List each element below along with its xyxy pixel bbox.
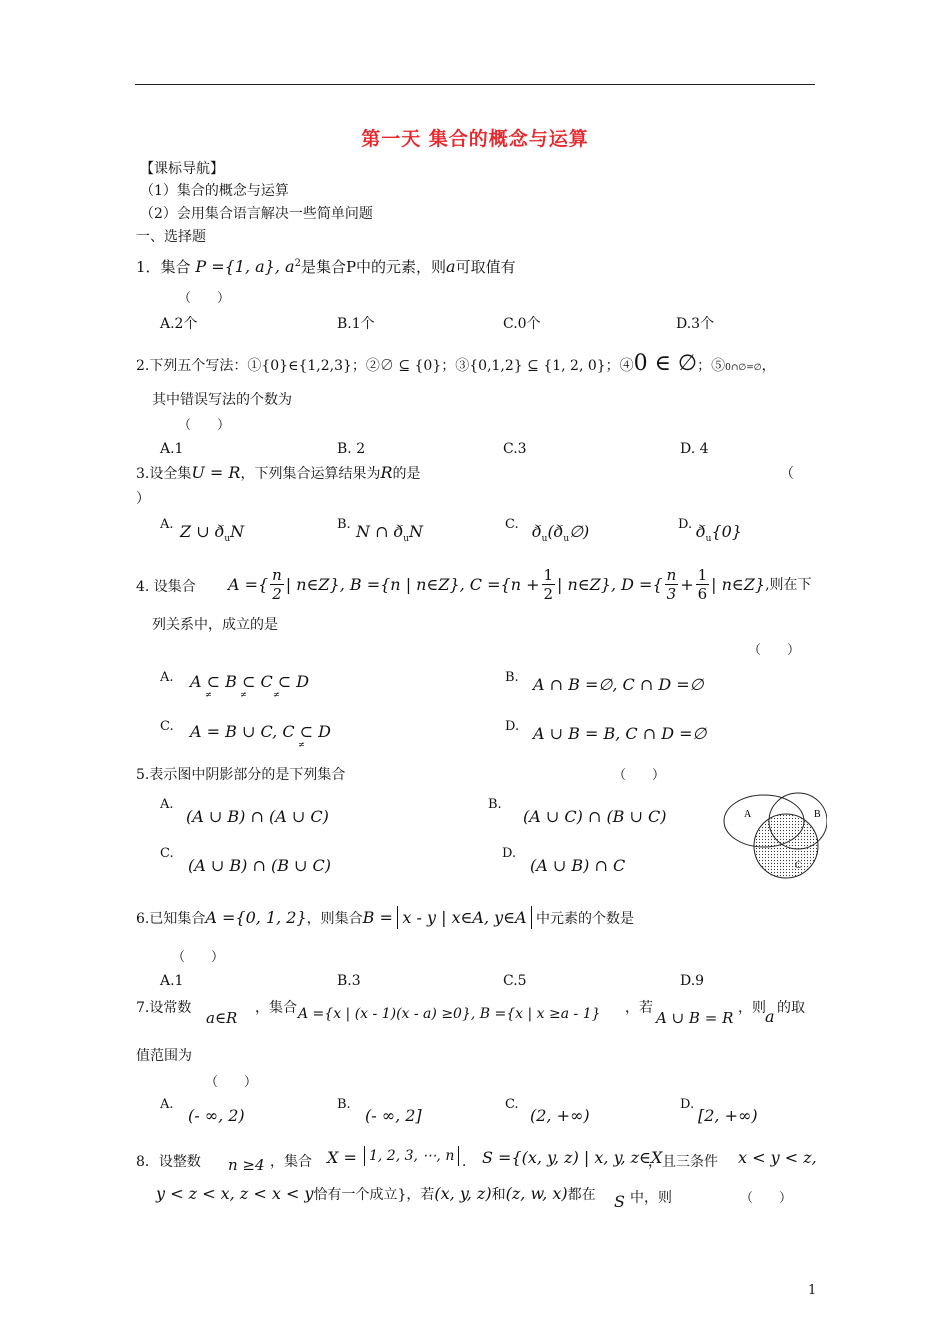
q4-option-c-label: C. — [160, 719, 174, 734]
q4-d-rhs: | n∈Z} — [711, 574, 766, 594]
q7-option-a-label: A. — [160, 1097, 174, 1112]
q2-line2: 其中错误写法的个数为 — [152, 392, 292, 408]
q3-option-b-label: B. — [337, 517, 351, 532]
q2-option-a: A.1 — [160, 441, 184, 457]
q8-line2-mid: 恰有一个成立}，若 — [313, 1187, 435, 1203]
q5-option-b: (A ∪ C) ∩ (B ∪ C) — [523, 807, 667, 826]
q5-option-d: (A ∪ B) ∩ C — [530, 856, 626, 875]
q3-option-a — [180, 522, 244, 544]
q5-option-c: (A ∪ B) ∩ (B ∪ C) — [188, 856, 332, 875]
q3-option-c-tail2: ∅) — [569, 522, 590, 541]
q7-var: a — [765, 1007, 775, 1026]
q3-option-b-sub: u — [403, 534, 410, 545]
q8-expr-x: X = — [327, 1148, 357, 1167]
q3-post: ，下列集合运算结果为 — [240, 466, 381, 482]
q4-option-b: A ∩ B =∅, C ∩ D =∅ — [533, 675, 704, 694]
q2-sep1: ；② — [351, 358, 380, 374]
q2-end: ， — [761, 358, 776, 374]
q4-paren: （ ） — [748, 643, 801, 658]
q8-var-s: S — [614, 1192, 625, 1211]
q3-option-c-expr: ð — [532, 522, 542, 541]
q2-expr1: {0}∈{1,2,3} — [261, 358, 352, 374]
q4-frac1-den: 2 — [272, 584, 282, 603]
q3-option-c — [532, 522, 589, 544]
q1-pre: 集合 — [160, 258, 191, 276]
page-title: 第一天 集合的概念与运算 — [361, 128, 589, 150]
q4-a-lhs: A ={ — [228, 574, 269, 594]
q3-option-a-tail: N — [230, 522, 245, 541]
q5-option-a: (A ∪ B) ∩ (A ∪ C) — [186, 807, 329, 826]
question-6 — [136, 908, 634, 928]
q8-pre: 8．设整数 — [136, 1154, 201, 1170]
q3-option-c-tail: (ð — [547, 522, 564, 541]
q7-option-d-label: D. — [680, 1097, 695, 1112]
q4-option-d-label: D. — [505, 719, 520, 734]
q7-option-b-label: B. — [337, 1097, 351, 1112]
question-2 — [136, 351, 776, 376]
q4-option-c: A = B ∪ C, C ⊂ D — [190, 722, 331, 741]
q4-pre: 4. 设集合 — [136, 579, 196, 595]
q8-line2-expr: y < z < x, z < x < y — [156, 1184, 314, 1203]
q6-paren: （ ） — [172, 950, 225, 965]
q4-option-a-label: A. — [160, 670, 174, 685]
q1-option-a: A.2个 — [160, 316, 198, 332]
q7-expr-sets: A ={x | (x - 1)(x - a) ≥0}, B ={x | x ≥a - 1} — [298, 1006, 601, 1022]
q6-mid: ，则集合 — [306, 911, 363, 927]
q2-option-c: C.3 — [503, 441, 527, 457]
q4-frac2 — [542, 566, 556, 603]
q2-paren: （ ） — [178, 418, 231, 433]
q7-mid2: ，若 — [625, 1000, 653, 1016]
q4-option-c-neq: ≠ — [298, 740, 305, 749]
q5-option-b-label: B. — [488, 797, 502, 812]
q3-option-d-label: D. — [678, 517, 693, 532]
page-number: 1 — [808, 1283, 817, 1298]
q5-option-a-label: A. — [160, 797, 174, 812]
q4-frac3-num: n — [666, 565, 677, 584]
q4-c-rhs: | n∈Z}, D ={ — [557, 574, 663, 594]
q6-option-c: C.5 — [503, 973, 527, 989]
q2-sep3: ；④ — [605, 358, 634, 374]
q6-expr-b: B = — [362, 908, 393, 927]
q3-pre: 3.设全集 — [136, 466, 192, 482]
q5-text: 5.表示图中阴影部分的是下列集合 — [136, 767, 346, 783]
question-4-expr — [228, 562, 812, 606]
q1-option-b: B.1个 — [337, 316, 375, 332]
q4-option-a-neq-3: ≠ — [273, 690, 280, 699]
q5-paren: （ ） — [613, 768, 666, 783]
q2-expr3: {0,1,2} ⊆ {1, 2, 0} — [469, 358, 606, 374]
venn-label-b: B — [814, 809, 821, 820]
q3-option-b-expr: N ∩ ð — [356, 522, 404, 541]
q4-plus: + — [680, 574, 694, 594]
q6-expr-a: A ={0, 1, 2} — [205, 908, 307, 927]
q2-expr4: 0 ∈ ∅ — [633, 351, 698, 376]
q3-option-d — [696, 522, 742, 544]
q4-option-a-neq-1: ≠ — [205, 690, 212, 699]
q6-option-b: B.3 — [337, 973, 361, 989]
q2-option-d: D. 4 — [680, 441, 709, 457]
q3-option-b — [356, 522, 423, 544]
q7-option-d: [2, +∞) — [698, 1106, 758, 1125]
q3-option-c-sub2: u — [563, 534, 570, 545]
q3-option-d-expr: ð — [696, 522, 706, 541]
q4-tail: ,则在下 — [765, 577, 812, 593]
q4-frac4 — [696, 566, 710, 603]
q3-var: R — [380, 463, 393, 482]
q8-mid3: ，且三条件 — [648, 1154, 718, 1170]
q8-expr-c: x < y < z, — [738, 1148, 817, 1167]
q2-sep4: ；⑤ — [697, 358, 726, 374]
q3-option-a-sub: u — [224, 534, 231, 545]
q2-line1: 2.下列五个写法：① — [136, 358, 262, 374]
q3-option-d-tail: {0} — [711, 522, 742, 541]
nav-item-2: （2）会用集合语言解决一些简单问题 — [140, 206, 373, 222]
q7-option-a: (- ∞, 2) — [188, 1106, 245, 1125]
q3-paren-open: （ — [780, 466, 794, 482]
section-heading: 一、选择题 — [136, 229, 206, 245]
q4-frac3 — [665, 566, 679, 603]
q4-line2: 列关系中，成立的是 — [152, 617, 278, 633]
q7-paren: （ ） — [205, 1075, 258, 1090]
q5-option-d-label: D. — [502, 846, 517, 861]
q4-frac4-num: 1 — [697, 565, 708, 584]
q7-line2: 值范围为 — [136, 1048, 192, 1064]
q4-option-b-label: B. — [505, 670, 519, 685]
q2-sep2: ；③ — [441, 358, 470, 374]
q8-in: 都在 — [567, 1187, 596, 1203]
q1-sup: 2 — [294, 258, 301, 269]
q3-option-a-label: A. — [160, 517, 174, 532]
q4-a-rhs: | n∈Z}, B ={n | n∈Z}, C ={n + — [285, 574, 540, 594]
q4-frac2-den: 2 — [543, 584, 554, 603]
q7-expr-cond: A ∪ B = R — [656, 1009, 734, 1027]
q3-option-d-sub: u — [705, 534, 712, 545]
q1-option-c: C.0个 — [503, 316, 541, 332]
q4-option-d: A ∪ B = B, C ∩ D =∅ — [533, 724, 707, 743]
q2-expr5: 0∩∅=∅ — [725, 363, 762, 373]
q6-set-b: x - y | x∈A, y∈A — [397, 906, 531, 929]
q4-frac1 — [270, 566, 284, 603]
q4-frac2-num: 1 — [543, 565, 554, 584]
q8-mid1: ，集合 — [270, 1154, 312, 1170]
q8-line2 — [156, 1184, 596, 1204]
q3-tail: 的是 — [392, 466, 421, 482]
q7-expr-a: a∈R — [206, 1009, 238, 1027]
q8-expr-n: n ≥4 — [228, 1156, 265, 1174]
q2-expr2: ∅ ⊆ {0} — [379, 358, 442, 374]
q8-tail: 中，则 — [630, 1190, 672, 1206]
q8-expr-s: S ={(x, y, z) | x, y, z∈X — [482, 1148, 663, 1167]
q1-set-expr: P ={1, a}, a — [195, 257, 295, 276]
q6-option-d: D.9 — [680, 973, 705, 989]
q3-option-c-sub: u — [541, 534, 548, 545]
question-3 — [136, 463, 421, 483]
venn-label-c: C — [795, 860, 802, 870]
q8-set-x: 1, 2, 3, ⋯, n — [364, 1146, 459, 1166]
q8-t2: (z, w, x) — [505, 1184, 568, 1203]
q3-option-a-expr: Z ∪ ð — [180, 522, 225, 541]
q3-expr: U = R — [191, 463, 241, 482]
q1-post: 是集合P中的元素，则 — [300, 258, 447, 276]
header-rule — [135, 84, 815, 85]
q3-paren-close: ） — [136, 491, 150, 507]
q4-frac1-num: n — [272, 565, 282, 584]
q1-tail: 可取值有 — [455, 258, 516, 276]
venn-diagram — [722, 787, 827, 882]
q8-and: 和 — [491, 1187, 506, 1203]
q3-option-c-label: C. — [505, 517, 519, 532]
q8-t1: (x, y, z) — [434, 1184, 492, 1203]
q7-mid1: ，集合 — [255, 1000, 297, 1016]
q7-pre: 7.设常数 — [136, 1000, 192, 1016]
q4-option-a: A ⊂ B ⊂ C ⊂ D — [190, 672, 310, 691]
q4-frac4-den: 6 — [697, 584, 708, 603]
q5-option-c-label: C. — [160, 846, 174, 861]
q1-var: a — [446, 257, 456, 276]
q1-number: 1． — [136, 258, 161, 276]
nav-item-1: （1）集合的概念与运算 — [140, 183, 289, 199]
q7-option-c: (2, +∞) — [530, 1106, 590, 1125]
q4-frac3-den: 3 — [666, 584, 677, 603]
q4-option-a-neq-2: ≠ — [240, 690, 247, 699]
venn-label-a: A — [744, 809, 752, 820]
q2-option-b: B. 2 — [337, 441, 366, 457]
nav-heading: 【课标导航】 — [140, 161, 224, 177]
q7-tail: 的取 — [777, 1000, 805, 1016]
q7-option-b: (- ∞, 2] — [365, 1106, 422, 1125]
q7-mid3: ，则 — [738, 1000, 766, 1016]
q8-mid2: ． — [462, 1154, 476, 1170]
question-1 — [136, 256, 516, 277]
q8-paren: （ ） — [740, 1191, 793, 1206]
q7-option-c-label: C. — [505, 1097, 519, 1112]
q6-post: 中元素的个数是 — [536, 911, 635, 927]
q6-option-a: A.1 — [160, 973, 184, 989]
q1-paren: （ ） — [178, 291, 231, 306]
q1-option-d: D.3个 — [676, 316, 715, 332]
q3-option-b-tail: N — [409, 522, 424, 541]
q6-pre: 6.已知集合 — [136, 911, 206, 927]
